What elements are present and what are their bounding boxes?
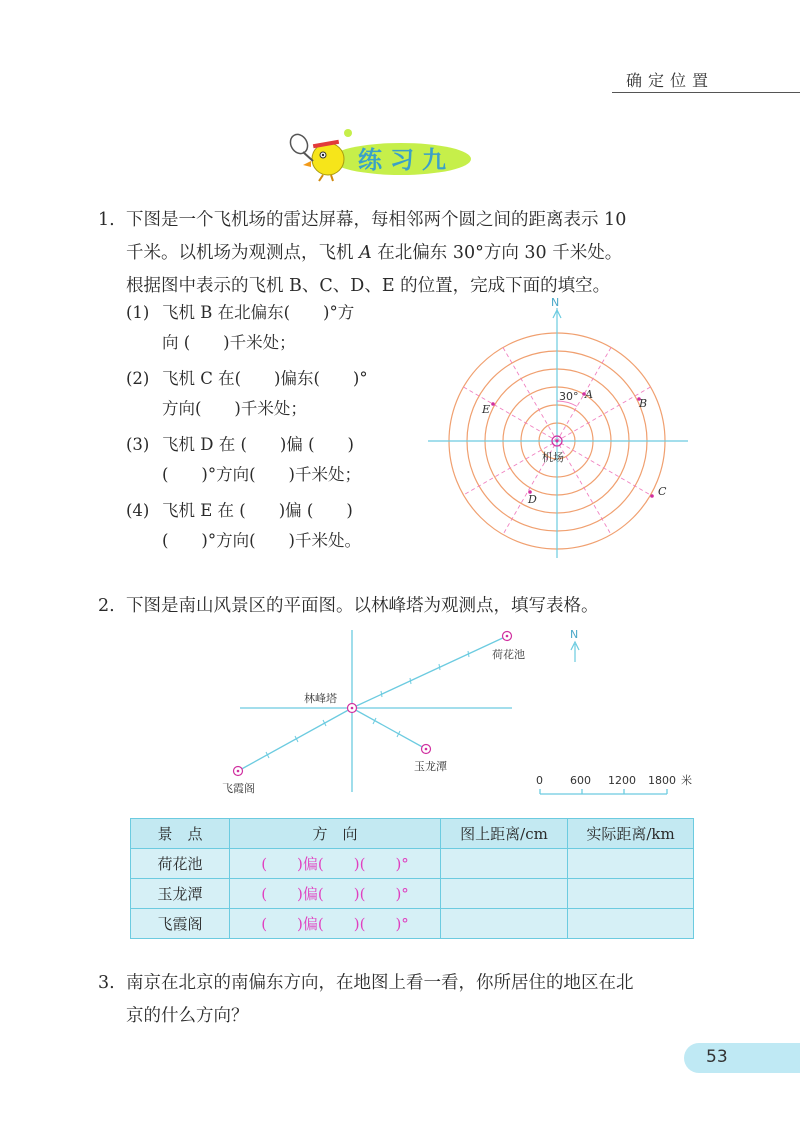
map-scale-bar	[536, 773, 692, 794]
plane-b-label: B	[639, 397, 648, 410]
q1-item-3-text2: ( )°方向( )千米处；	[162, 465, 361, 484]
q3-number: 3.	[98, 973, 115, 993]
q1-line1: 下图是一个飞机场的雷达屏幕，每相邻两个圆之间的距离表示 10	[126, 210, 627, 230]
q1-item-1-text2: 向 ( )千米处；	[162, 333, 296, 352]
tower-label: 林峰塔	[304, 692, 337, 705]
plane-d-label: D	[528, 493, 537, 506]
q1-item-4-text: 飞机 E 在 ( )偏 ( )	[162, 501, 353, 520]
airport-label: 机场	[542, 451, 564, 464]
q1-item-4-text2: ( )°方向( )千米处。	[162, 531, 361, 550]
yulong-pool-label: 玉龙潭	[414, 760, 447, 773]
page-number: 53	[706, 1047, 728, 1067]
answer-table	[130, 818, 694, 939]
row-place: 荷花池	[131, 849, 230, 879]
table-row	[131, 909, 694, 939]
row-map-distance-cell[interactable]	[441, 909, 568, 939]
scale-label-600: 600	[570, 774, 591, 787]
scale-label-1200: 1200	[608, 774, 636, 787]
scale-label-1800: 1800	[648, 774, 676, 787]
header-place: 景 点	[131, 819, 230, 849]
feixia-pavilion-label: 飞霞阁	[222, 782, 255, 795]
q1-item-3-text: 飞机 D 在 ( )偏 ( )	[162, 435, 354, 454]
plane-c-point	[650, 494, 654, 498]
header-divider	[612, 92, 800, 93]
plane-e-label: E	[482, 403, 491, 416]
radar-north-label: N	[551, 296, 560, 309]
q1-item-1-text: 飞机 B 在北偏东( )°方	[162, 303, 355, 322]
scale-unit: 米	[681, 774, 692, 787]
q3-line1: 南京在北京的南偏东方向，在地图上看一看，你所居住的地区在北	[126, 973, 634, 993]
row-direction[interactable]: ( )偏( )( )°	[230, 879, 441, 909]
row-place: 玉龙潭	[131, 879, 230, 909]
row-map-distance-cell[interactable]	[441, 849, 568, 879]
row-actual-distance-cell[interactable]	[568, 849, 694, 879]
scale-label-0: 0	[536, 774, 543, 787]
q1-item-4-num: (4)	[126, 501, 150, 520]
q2-text: 下图是南山风景区的平面图。以林峰塔为观测点，填写表格。	[126, 596, 599, 616]
q1-line2-b: 在北偏东 30°方向 30 千米处。	[371, 243, 623, 263]
radar-diagram	[420, 296, 700, 566]
plane-c-label: C	[658, 485, 667, 498]
row-place: 飞霞阁	[131, 909, 230, 939]
exercise-title: 练习九	[358, 146, 454, 174]
angle-label: 30°	[559, 390, 579, 403]
table-header-row	[131, 819, 694, 849]
row-actual-distance-cell[interactable]	[568, 909, 694, 939]
chick-mascot-icon	[312, 143, 344, 175]
q1-item-2-text: 飞机 C 在( )偏东( )°	[162, 369, 368, 388]
q1-item-2-text2: 方向( )千米处；	[162, 399, 307, 418]
tennis-ball-icon	[344, 129, 352, 137]
q1-line2	[126, 237, 622, 270]
q1-item-3-num: (3)	[126, 435, 150, 454]
row-direction[interactable]: ( )偏( )( )°	[230, 909, 441, 939]
q2-number: 2.	[98, 596, 115, 616]
q1-number: 1.	[98, 210, 115, 230]
row-map-distance-cell[interactable]	[441, 879, 568, 909]
q1-line3: 根据图中表示的飞机 B、C、D、E 的位置，完成下面的填空。	[126, 276, 611, 296]
q1-item-2-num: (2)	[126, 369, 150, 388]
header-actual-distance: 实际距离/km	[568, 819, 694, 849]
row-actual-distance-cell[interactable]	[568, 879, 694, 909]
page-number-tab	[684, 1043, 800, 1073]
header-direction: 方 向	[230, 819, 441, 849]
section-title: 确定位置	[626, 71, 715, 90]
lotus-pond-label: 荷花池	[492, 648, 525, 661]
table-row	[131, 879, 694, 909]
row-direction[interactable]: ( )偏( )( )°	[230, 849, 441, 879]
map-north-label: N	[570, 628, 579, 641]
tennis-racket-icon	[287, 131, 311, 156]
q1-item-1-num: (1)	[126, 303, 150, 322]
q1-line2-a: 千米。以机场为观测点，飞机	[126, 243, 360, 263]
table-row	[131, 849, 694, 879]
header-map-distance: 图上距离/cm	[441, 819, 568, 849]
plane-a-label: A	[585, 388, 593, 401]
q3-line2: 京的什么方向？	[126, 1006, 249, 1026]
scenic-map	[220, 628, 700, 808]
q1-plane-a: A	[359, 243, 372, 263]
plane-e-point	[491, 402, 495, 406]
